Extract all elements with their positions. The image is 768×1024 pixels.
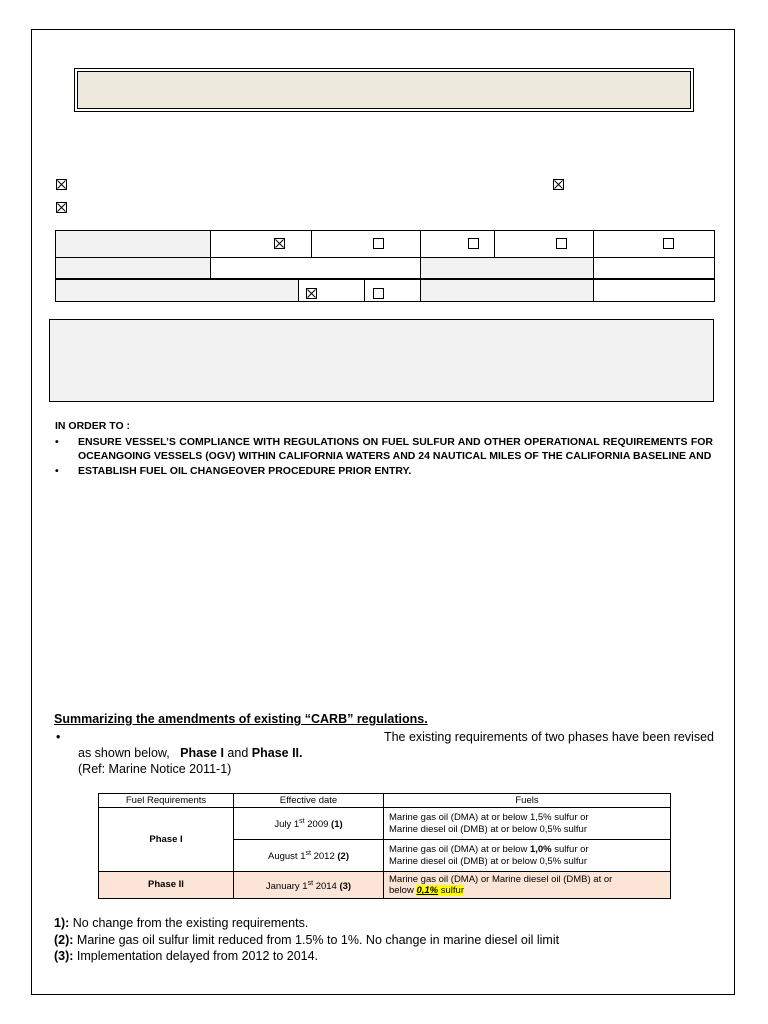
checkbox-top-right[interactable] xyxy=(553,179,564,190)
checkbox-top-left-2[interactable] xyxy=(56,202,67,213)
fuels-cell: Marine gas oil (DMA) at or below 1,0% sulfur or Marine diesel oil (DMB) at or below 0,5% sulfur xyxy=(384,840,671,872)
footnote: 1): No change from the existing requirements. xyxy=(54,916,309,930)
grid-option-cell xyxy=(211,231,312,258)
effective-date-cell: July 1st 2009 (1) xyxy=(234,808,384,840)
list-item: • ENSURE VESSEL’S COMPLIANCE WITH REGULATIONS ON FUEL SULFUR AND OTHER OPERATIONAL REQUIREMENTS FOR OCEANGOING VESSELS (OGV) WITHIN CALIFORNIA WATERS AND 24 NAUTICAL MILES OF THE CALIFORNIA BASELINE AND xyxy=(55,435,713,464)
footnotes xyxy=(54,915,559,965)
footnote: (2): Marine gas oil sulfur limit reduced from 1.5% to 1%. No change in marine diesel oil limit xyxy=(54,932,560,947)
table-row xyxy=(99,808,671,840)
checkbox-top-left-1[interactable] xyxy=(56,179,67,190)
grid-value-cell[interactable] xyxy=(594,258,715,279)
checkbox-x-icon xyxy=(57,203,66,212)
checkbox-x-icon xyxy=(57,180,66,189)
info-grid xyxy=(55,230,715,279)
grid-option-cell xyxy=(299,280,365,302)
summary-heading: Summarizing the amendments of existing “CARB” regulations. xyxy=(54,712,428,726)
phase-1-label: Phase I xyxy=(180,746,224,760)
effective-date-cell: January 1st 2014 (3) xyxy=(234,872,384,899)
summary-line-2-text: as shown below, xyxy=(78,746,170,760)
grid-option-cell xyxy=(594,231,715,258)
grid-label-cell xyxy=(421,258,594,279)
fuels-cell: Marine gas oil (DMA) at or below 1,5% sulfur or Marine diesel oil (DMB) at or below 0,5% sulfur xyxy=(384,808,671,840)
grid-option-cell xyxy=(421,231,495,258)
summary-line-1: The existing requirements of two phases have been revised xyxy=(383,730,714,744)
footnote: (3): Implementation delayed from 2012 to 2014. xyxy=(54,949,319,963)
summary-line-2 xyxy=(54,745,714,761)
grid-option-cell xyxy=(312,231,421,258)
grid-option-cell xyxy=(365,280,421,302)
grid-label-cell xyxy=(56,258,211,279)
checkbox-x-icon xyxy=(554,180,563,189)
table-header: Fuels xyxy=(384,794,671,808)
remarks-box xyxy=(49,319,714,402)
phase-2-label: Phase II. xyxy=(251,746,303,760)
grid-label-cell xyxy=(56,231,211,258)
summary-bullet: • xyxy=(56,730,61,744)
fuel-requirements-table xyxy=(98,793,671,899)
table-header: Fuel Requirements xyxy=(99,794,234,808)
grid-row3-checkbox-2[interactable] xyxy=(373,288,384,299)
summary-paragraph xyxy=(54,729,714,777)
sulfur-highlight: 0,1% sulfur xyxy=(416,885,464,896)
table-row xyxy=(99,872,671,899)
effective-date-cell: August 1st 2012 (2) xyxy=(234,840,384,872)
fuels-cell: Marine gas oil (DMA) or Marine diesel oil (DMB) at or below 0,1% sulfur xyxy=(384,872,671,899)
in-order-to-section xyxy=(55,419,713,478)
grid-checkbox-1[interactable] xyxy=(274,238,285,249)
summary-ref: (Ref: Marine Notice 2011-1) xyxy=(78,762,232,776)
grid-checkbox-2[interactable] xyxy=(373,238,384,249)
grid-checkbox-5[interactable] xyxy=(663,238,674,249)
summary-and: and xyxy=(227,746,249,760)
in-order-to-list xyxy=(55,435,713,479)
grid-value-cell[interactable] xyxy=(594,280,715,302)
grid-checkbox-3[interactable] xyxy=(468,238,479,249)
phase-2-cell: Phase II xyxy=(99,872,234,899)
grid-row3-checkbox-1[interactable] xyxy=(306,288,317,299)
in-order-to-heading: IN ORDER TO : xyxy=(55,420,131,432)
grid-label-cell xyxy=(421,280,594,302)
title-box-inner xyxy=(77,71,691,109)
grid-value-cell[interactable] xyxy=(211,258,421,279)
title-box xyxy=(74,68,694,112)
list-item: • ESTABLISH FUEL OIL CHANGEOVER PROCEDURE PRIOR ENTRY. xyxy=(55,464,713,479)
table-header: Effective date xyxy=(234,794,384,808)
grid-option-cell xyxy=(495,231,594,258)
info-grid-row3 xyxy=(55,279,715,302)
checkbox-x-icon xyxy=(307,289,316,298)
grid-label-cell xyxy=(56,280,299,302)
phase-1-cell: Phase I xyxy=(99,808,234,872)
checkbox-x-icon xyxy=(275,239,284,248)
grid-checkbox-4[interactable] xyxy=(556,238,567,249)
